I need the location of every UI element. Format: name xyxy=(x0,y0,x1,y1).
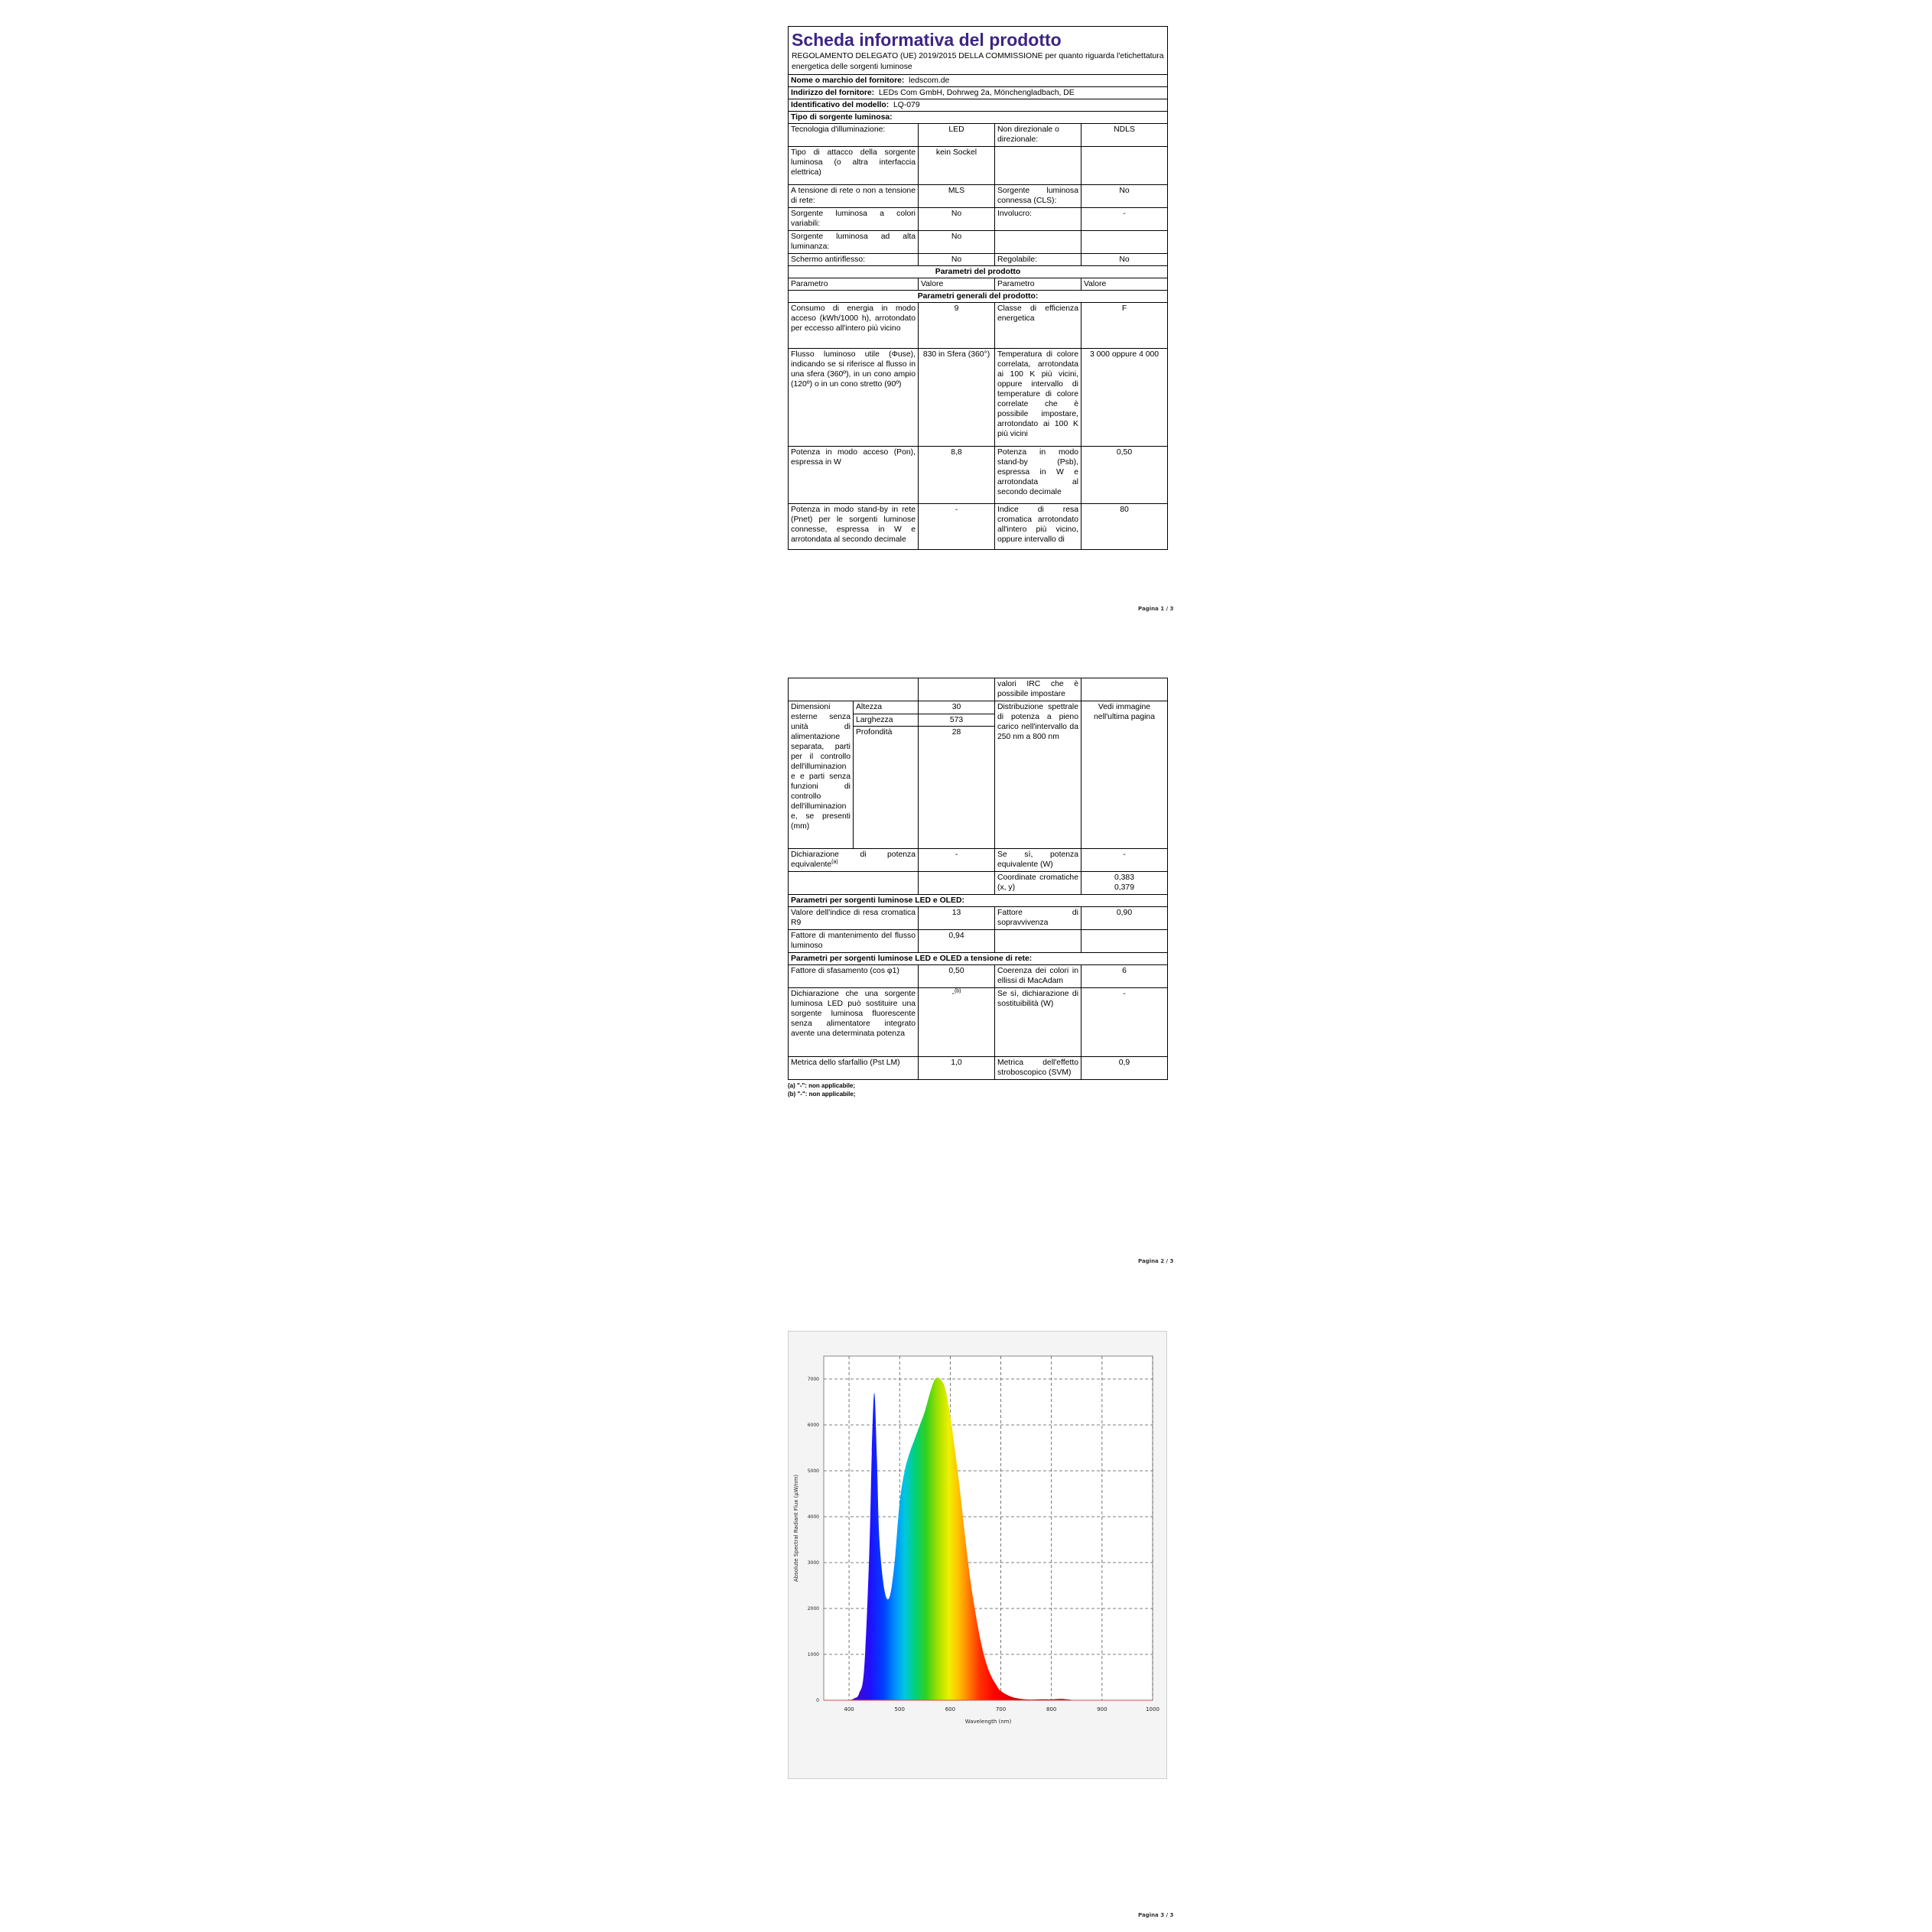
y-tick-label: 6000 xyxy=(807,1423,819,1428)
supplier-name-row: Nome o marchio del fornitore: ledscom.de xyxy=(789,75,1168,87)
product-sheet-table-1 xyxy=(788,26,1168,550)
page-2 xyxy=(788,678,1167,1098)
param-row: Valore dell'indice di resa cromatica R9 13 Fattore di sopravvivenza 0,90 xyxy=(789,907,1168,930)
spd-label: Distribuzione spettrale di potenza a pieno carico nell'intervallo da 250 nm a 800 nm xyxy=(995,701,1081,849)
param-row: Potenza in modo acceso (Pon), espressa in W 8,8 Potenza in modo stand-by (Psb), espressa in W e arrotondata al secondo decimale 0,50 xyxy=(789,447,1168,504)
model-id: LQ-079 xyxy=(893,101,920,109)
supplier-address-row: Indirizzo del fornitore: LEDs Com GmbH, Dohrweg 2a, Mönchengladbach, DE xyxy=(789,87,1168,99)
led-params-heading: Parametri per sorgenti luminose LED e OLED: xyxy=(789,895,1168,907)
depth-label: Profondità xyxy=(854,727,919,849)
x-tick-label: 800 xyxy=(1046,1706,1057,1712)
x-tick-label: 500 xyxy=(894,1706,905,1712)
x-tick-label: 400 xyxy=(844,1706,854,1712)
param-row: Dichiarazione che una sorgente luminosa LED può sostituire una sorgente luminosa fluorescente senza alimentatore integrato avente una determinata potenza -$^{(b)}$ Se sì, dichiarazione di sostituibilità (W) - xyxy=(789,988,1168,1057)
param-row: Fattore di mantenimento del flusso luminoso 0,94 xyxy=(789,930,1168,953)
dimensions-label: Dimensioni esterne senza unità di alimentazione separata, parti per il controllo dell'illuminazione e parti senza funzioni di controllo dell'illuminazione, se presenti (mm) xyxy=(789,701,854,849)
height-label: Altezza xyxy=(854,701,919,714)
y-tick-label: 7000 xyxy=(807,1377,819,1382)
spectrum-svg xyxy=(789,1332,1166,1778)
model-row: Identificativo del modello: LQ-079 xyxy=(789,99,1168,112)
x-tick-label: 1000 xyxy=(1146,1706,1160,1712)
source-type-row: Sorgente luminosa ad alta luminanza: No xyxy=(789,231,1168,254)
footnote-a: (a) "-": non applicabile; xyxy=(788,1082,856,1089)
footnote-b: (b) "-": non applicabile; xyxy=(788,1091,856,1098)
param-row: Coordinate cromatiche (x, y) 0,383 0,379 xyxy=(789,872,1168,895)
y-tick-label: 5000 xyxy=(807,1469,819,1474)
page-number-2: Pagina 2 / 3 xyxy=(1138,1258,1174,1264)
x-tick-label: 700 xyxy=(995,1706,1007,1712)
param-row: valori IRC che è possibile impostare xyxy=(789,678,1168,701)
chroma-x: 0,383 xyxy=(1114,873,1134,882)
param-row: Fattore di sfasamento (cos φ1) 0,50 Coerenza dei colori in ellissi di MacAdam 6 xyxy=(789,965,1168,988)
y-tick-label: 4000 xyxy=(807,1514,819,1520)
source-type-heading: Tipo di sorgente luminosa: xyxy=(789,112,1168,124)
y-tick-label: 3000 xyxy=(807,1560,819,1566)
supplier-address: LEDs Com GmbH, Dohrweg 2a, Mönchengladbach, DE xyxy=(878,89,1075,97)
source-type-row: Schermo antiriflesso: No Regolabile: No xyxy=(789,254,1168,266)
x-tick-label: 600 xyxy=(945,1706,956,1712)
general-params-heading: Parametri generali del prodotto: xyxy=(789,291,1168,303)
sheet-title: Scheda informativa del prodotto xyxy=(792,30,1062,50)
page-1 xyxy=(788,26,1167,550)
mains-params-heading: Parametri per sorgenti luminose LED e OLED a tensione di rete: xyxy=(789,953,1168,965)
y-tick-label: 1000 xyxy=(807,1652,819,1657)
x-axis-label: Wavelength (nm) xyxy=(964,1719,1012,1725)
source-type-row: Tipo di attacco della sorgente luminosa (o altra interfaccia elettrica) kein Sockel xyxy=(789,147,1168,185)
param-row: Consumo di energia in modo acceso (kWh/1000 h), arrotondato per eccesso all'intero più vicino 9 Classe di efficienza energetica F xyxy=(789,303,1168,349)
source-type-row: Tecnologia d'illuminazione: LED Non direzionale o direzionale: NDLS xyxy=(789,124,1168,147)
supplier-name: ledscom.de xyxy=(909,76,950,85)
product-sheet-table-2 xyxy=(788,678,1168,1080)
page-number-3: Pagina 3 / 3 xyxy=(1138,1912,1174,1918)
param-row: Dichiarazione di potenza equivalente$^{(a)}$ - Se sì, potenza equivalente (W) - xyxy=(789,849,1168,872)
depth-value: 28 xyxy=(919,727,995,849)
param-row: Potenza in modo stand-by in rete (Pnet) per le sorgenti luminose connesse, espressa in W e arrotondata al secondo decimale - Indice di resa cromatica arrotondato all'intero più vicino, oppure intervallo di 80 xyxy=(789,504,1168,550)
y-axis-label: Absolute Spectral Radiant Flux (μW/nm) xyxy=(793,1474,799,1582)
width-label: Larghezza xyxy=(854,714,919,727)
source-type-row: Sorgente luminosa a colori variabili: No Involucro: - xyxy=(789,208,1168,231)
param-row: Flusso luminoso utile (Φuse), indicando se si riferisce al flusso in una sfera (360º), in un cono ampio (120º) o in un cono stretto (90º) 830 in Sfera (360°) Temperatura di colore correlata, arrotondata ai 100 K più vicini, oppure intervallo di temperature di colore correlate che è possibile impostare, arrotondato ai 100 K più vicini 3 000 oppure 4 000 xyxy=(789,349,1168,447)
page-number-1: Pagina 1 / 3 xyxy=(1138,606,1174,612)
dimensions-row xyxy=(789,701,1168,714)
params-col-header: Parametro Valore Parametro Valore xyxy=(789,278,1168,291)
spectrum-chart xyxy=(788,1331,1167,1779)
regulation-text: REGOLAMENTO DELEGATO (UE) 2019/2015 DELLA COMMISSIONE per quanto riguarda l'etichettatura energetica delle sorgenti luminose xyxy=(792,52,1164,71)
width-value: 573 xyxy=(919,714,995,727)
x-tick-label: 900 xyxy=(1097,1706,1107,1712)
chroma-y: 0,379 xyxy=(1114,883,1134,892)
param-row: Metrica dello sfarfallio (Pst LM) 1,0 Metrica dell'effetto stroboscopico (SVM) 0,9 xyxy=(789,1057,1168,1080)
params-heading: Parametri del prodotto xyxy=(789,266,1168,278)
height-value: 30 xyxy=(919,701,995,714)
source-type-row: A tensione di rete o non a tensione di rete: MLS Sorgente luminosa connessa (CLS): No xyxy=(789,185,1168,208)
spd-value: Vedi immagine nell'ultima pagina xyxy=(1081,701,1168,849)
y-tick-label: 2000 xyxy=(807,1606,819,1612)
y-tick-label: 0 xyxy=(816,1698,819,1703)
